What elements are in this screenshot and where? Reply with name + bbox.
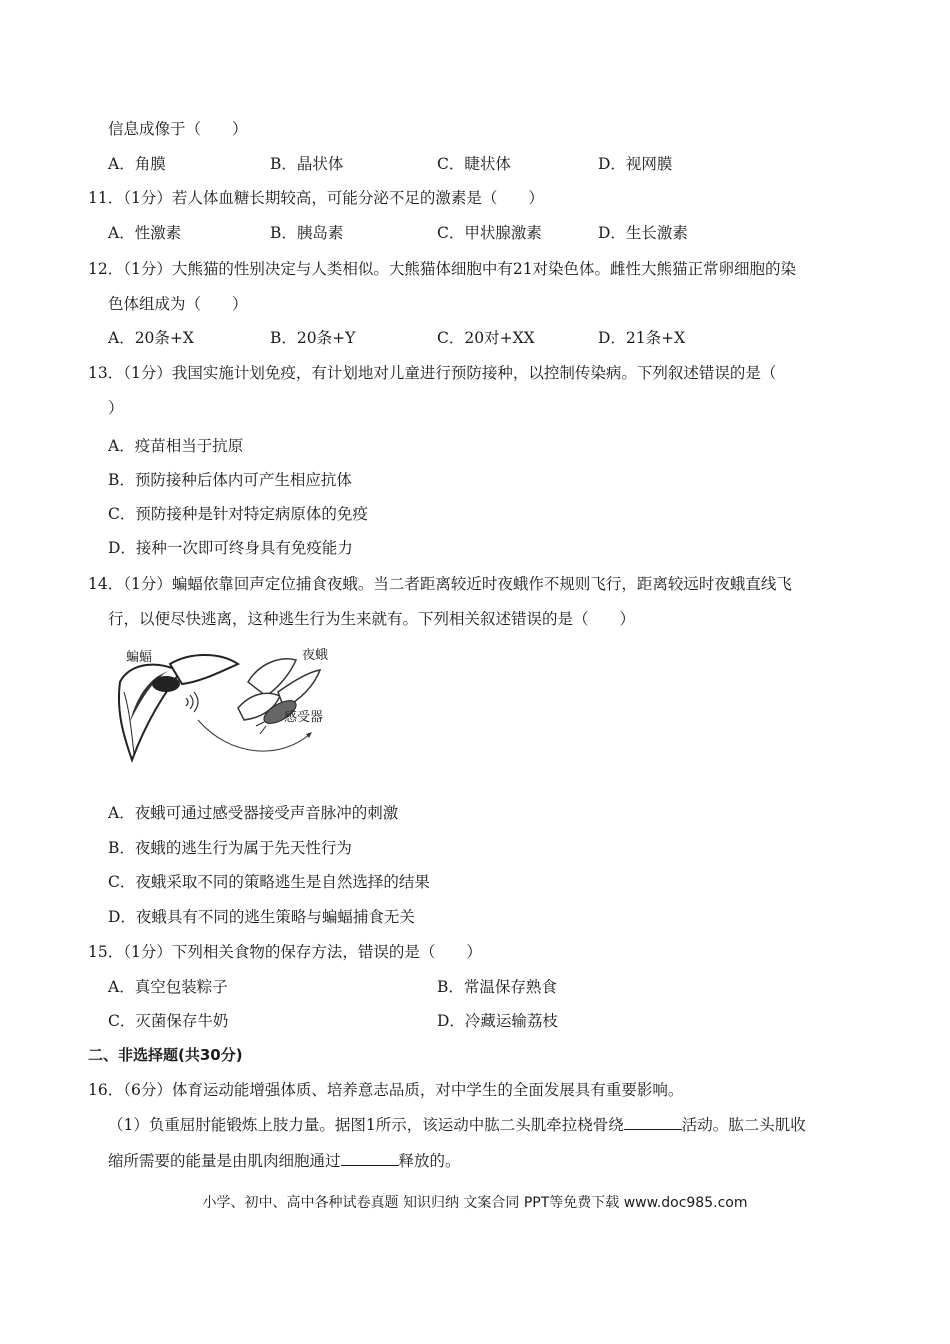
q16-stem: 16．（6分）体育运动能增强体质、培养意志品质，对中学生的全面发展具有重要影响。 bbox=[88, 1081, 684, 1099]
q11-option-d: D．生长激素 bbox=[598, 224, 688, 242]
q10-option-d: D．视网膜 bbox=[598, 155, 673, 173]
q15-option-c: C．灭菌保存牛奶 bbox=[108, 1012, 229, 1030]
q14-option-d: D．夜蛾具有不同的逃生策略与蝙蝠捕食无关 bbox=[108, 908, 415, 926]
q16-sub1-line2 bbox=[108, 1150, 461, 1172]
q14-option-c: C．夜蛾采取不同的策略逃生是自然选择的结果 bbox=[108, 873, 430, 891]
q14-option-a: A．夜蛾可通过感受器接受声音脉冲的刺激 bbox=[108, 804, 399, 822]
q11-option-a: A．性激素 bbox=[108, 224, 182, 242]
bat-moth-figure bbox=[110, 642, 350, 770]
q12-stem-line2: 色体组成为（ ） bbox=[108, 295, 248, 313]
q12-option-b: B．20条+Y bbox=[270, 329, 356, 347]
section-title: 二、非选择题(共30分) bbox=[88, 1046, 243, 1064]
q14-option-b: B．夜蛾的逃生行为属于先天性行为 bbox=[108, 839, 352, 857]
answer-blank-1[interactable] bbox=[624, 1115, 682, 1130]
q16-sub1-text-d: 释放的。 bbox=[398, 1152, 461, 1170]
q12-stem-line1: 12．（1分）大熊猫的性别决定与人类相似。大熊猫体细胞中有21对染色体。雌性大熊猫正常卵细胞的染 bbox=[88, 260, 797, 278]
page-footer: 小学、初中、高中各种试卷真题 知识归纳 文案合同 PPT等免费下载 www.doc985.com bbox=[202, 1195, 748, 1211]
q13-option-a: A．疫苗相当于抗原 bbox=[108, 437, 244, 455]
q13-option-c: C．预防接种是针对特定病原体的免疫 bbox=[108, 505, 368, 523]
q12-option-a: A．20条+X bbox=[108, 329, 194, 347]
q16-sub1-text-b: 活动。肱二头肌收 bbox=[681, 1116, 806, 1134]
q10-stem: 信息成像于（ ） bbox=[108, 120, 248, 138]
q10-option-b: B．晶状体 bbox=[270, 155, 344, 173]
q12-option-d: D．21条+X bbox=[598, 329, 686, 347]
q16-sub1-line1 bbox=[108, 1114, 806, 1136]
q16-sub1-text-c: 缩所需要的能量是由肌肉细胞通过 bbox=[108, 1152, 341, 1170]
q13-option-d: D．接种一次即可终身具有免疫能力 bbox=[108, 539, 353, 557]
q10-option-a: A．角膜 bbox=[108, 155, 166, 173]
q14-stem-line2: 行，以便尽快逃离，这种逃生行为生来就有。下列相关叙述错误的是（ ） bbox=[108, 610, 636, 628]
q11-stem: 11．（1分）若人体血糖长期较高，可能分泌不足的激素是（ ） bbox=[88, 189, 544, 207]
moth-label: 夜蛾 bbox=[302, 648, 329, 663]
q13-stem-line1: 13．（1分）我国实施计划免疫，有计划地对儿童进行预防接种，以控制传染病。下列叙述错误的是（ bbox=[88, 364, 777, 382]
q11-option-b: B．胰岛素 bbox=[270, 224, 344, 242]
q10-option-c: C．睫状体 bbox=[437, 155, 511, 173]
q15-option-b: B．常温保存熟食 bbox=[437, 978, 557, 996]
q13-option-b: B．预防接种后体内可产生相应抗体 bbox=[108, 471, 352, 489]
bat-label: 蝙蝠 bbox=[126, 650, 153, 665]
q15-stem: 15．（1分）下列相关食物的保存方法，错误的是（ ） bbox=[88, 943, 482, 961]
q12-option-c: C．20对+XX bbox=[437, 329, 535, 347]
q16-sub1-text-a: （1）负重屈肘能锻炼上肢力量。据图1所示，该运动中肱二头肌牵拉桡骨绕 bbox=[108, 1116, 624, 1134]
answer-blank-2[interactable] bbox=[341, 1151, 399, 1166]
q11-option-c: C．甲状腺激素 bbox=[437, 224, 542, 242]
receptor-label: 感受器 bbox=[284, 710, 324, 725]
q15-option-d: D．冷藏运输荔枝 bbox=[437, 1012, 558, 1030]
q14-stem-line1: 14．（1分）蝙蝠依靠回声定位捕食夜蛾。当二者距离较近时夜蛾作不规则飞行，距离较远时夜蛾直线飞 bbox=[88, 575, 792, 593]
q15-option-a: A．真空包装粽子 bbox=[108, 978, 228, 996]
q13-stem-line2: ） bbox=[108, 399, 124, 417]
